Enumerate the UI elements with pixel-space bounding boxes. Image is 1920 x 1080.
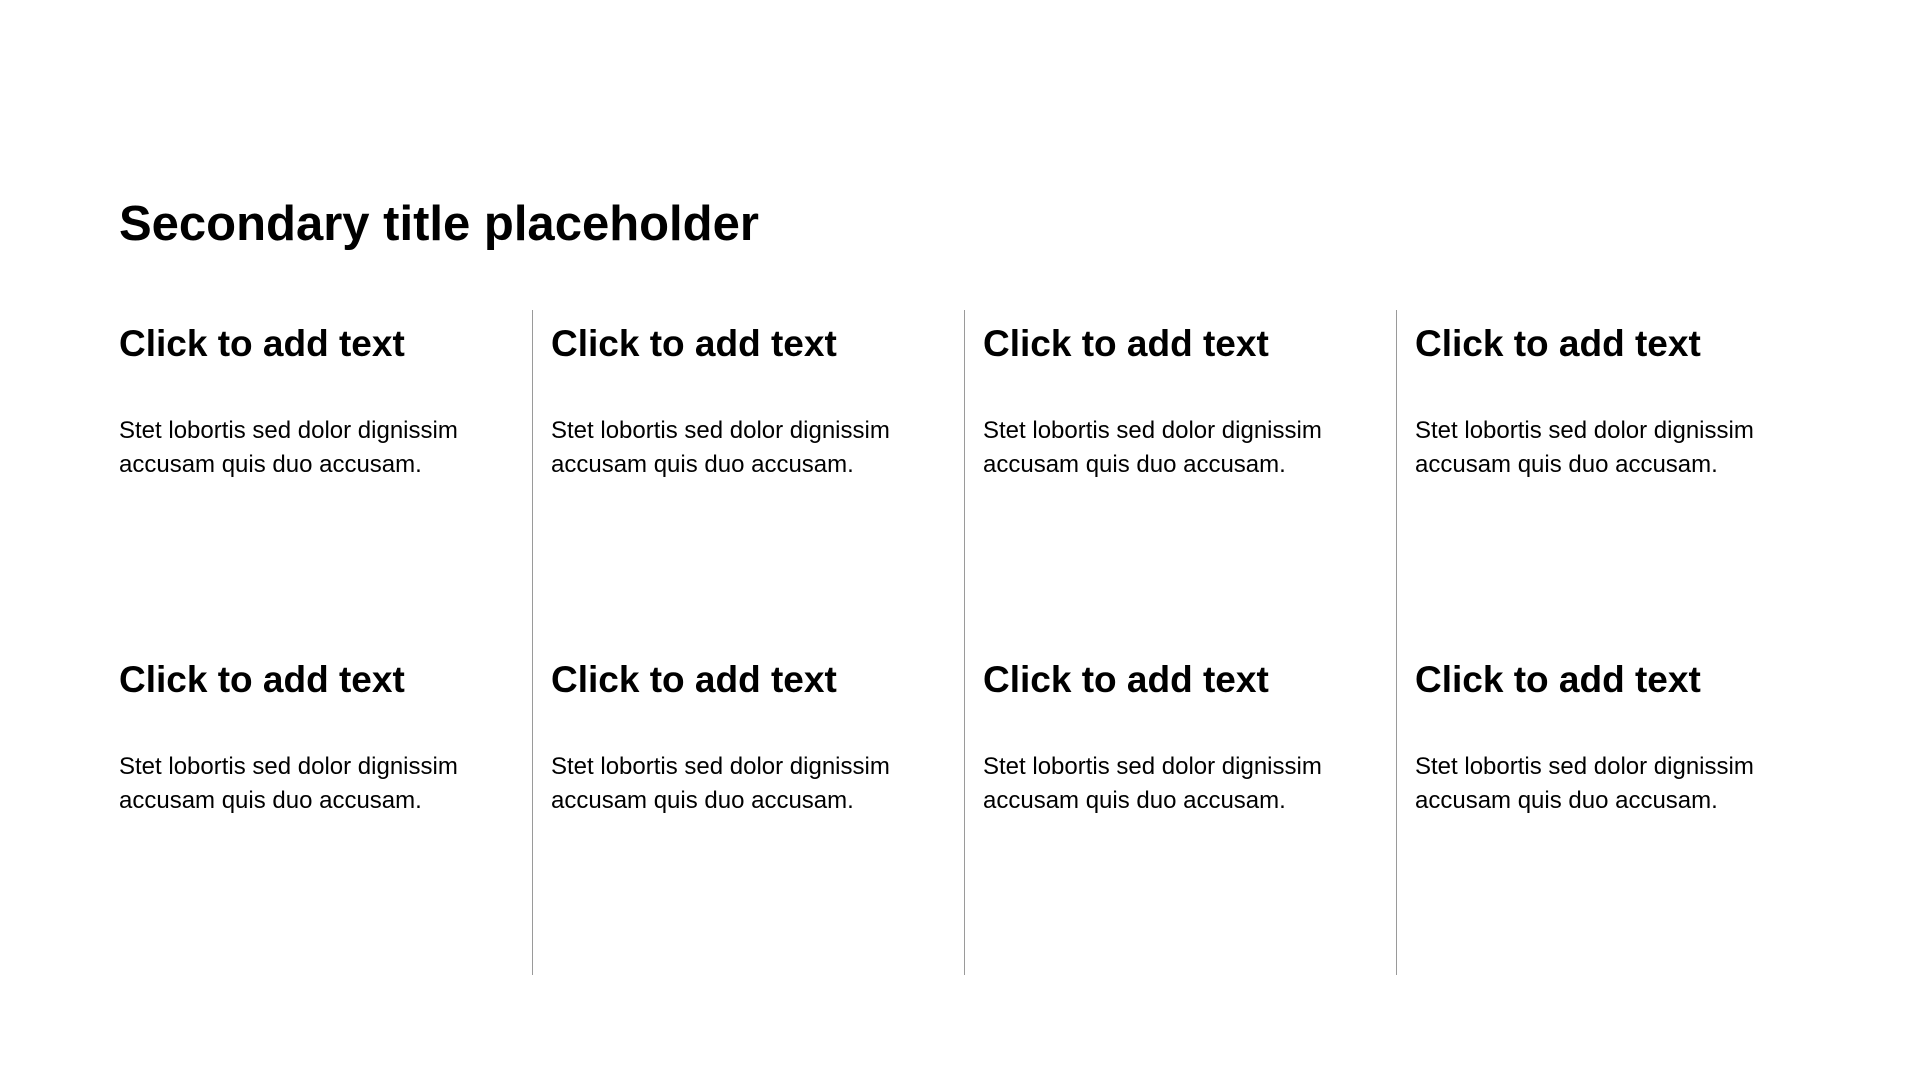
placeholder-body[interactable]: Stet lobortis sed dolor dignissim accusam quis duo accusam. [119, 753, 458, 814]
text-placeholder-r2c4[interactable] [1415, 658, 1815, 814]
text-placeholder-r1c1[interactable] [119, 322, 519, 478]
placeholder-body[interactable]: Stet lobortis sed dolor dignissim accusam quis duo accusam. [119, 417, 458, 478]
placeholder-heading[interactable]: Click to add text [119, 659, 405, 700]
text-placeholder-r1c2[interactable] [551, 322, 951, 478]
column-divider [964, 310, 965, 975]
placeholder-heading[interactable]: Click to add text [551, 323, 837, 364]
placeholder-body[interactable]: Stet lobortis sed dolor dignissim accusam quis duo accusam. [551, 417, 890, 478]
text-placeholder-r2c3[interactable] [983, 658, 1383, 814]
placeholder-heading[interactable]: Click to add text [983, 659, 1269, 700]
text-placeholder-r2c1[interactable] [119, 658, 519, 814]
placeholder-heading[interactable]: Click to add text [119, 323, 405, 364]
placeholder-heading[interactable]: Click to add text [1415, 323, 1701, 364]
placeholder-heading[interactable]: Click to add text [551, 659, 837, 700]
placeholder-body[interactable]: Stet lobortis sed dolor dignissim accusam quis duo accusam. [1415, 417, 1754, 478]
text-placeholder-r1c4[interactable] [1415, 322, 1815, 478]
placeholder-body[interactable]: Stet lobortis sed dolor dignissim accusam quis duo accusam. [551, 753, 890, 814]
placeholder-body[interactable]: Stet lobortis sed dolor dignissim accusam quis duo accusam. [983, 753, 1322, 814]
column-divider [1396, 310, 1397, 975]
column-divider [532, 310, 533, 975]
text-placeholder-r1c3[interactable] [983, 322, 1383, 478]
slide-title[interactable]: Secondary title placeholder [119, 197, 759, 251]
placeholder-heading[interactable]: Click to add text [1415, 659, 1701, 700]
placeholder-body[interactable]: Stet lobortis sed dolor dignissim accusam quis duo accusam. [983, 417, 1322, 478]
text-placeholder-r2c2[interactable] [551, 658, 951, 814]
placeholder-body[interactable]: Stet lobortis sed dolor dignissim accusam quis duo accusam. [1415, 753, 1754, 814]
placeholder-heading[interactable]: Click to add text [983, 323, 1269, 364]
